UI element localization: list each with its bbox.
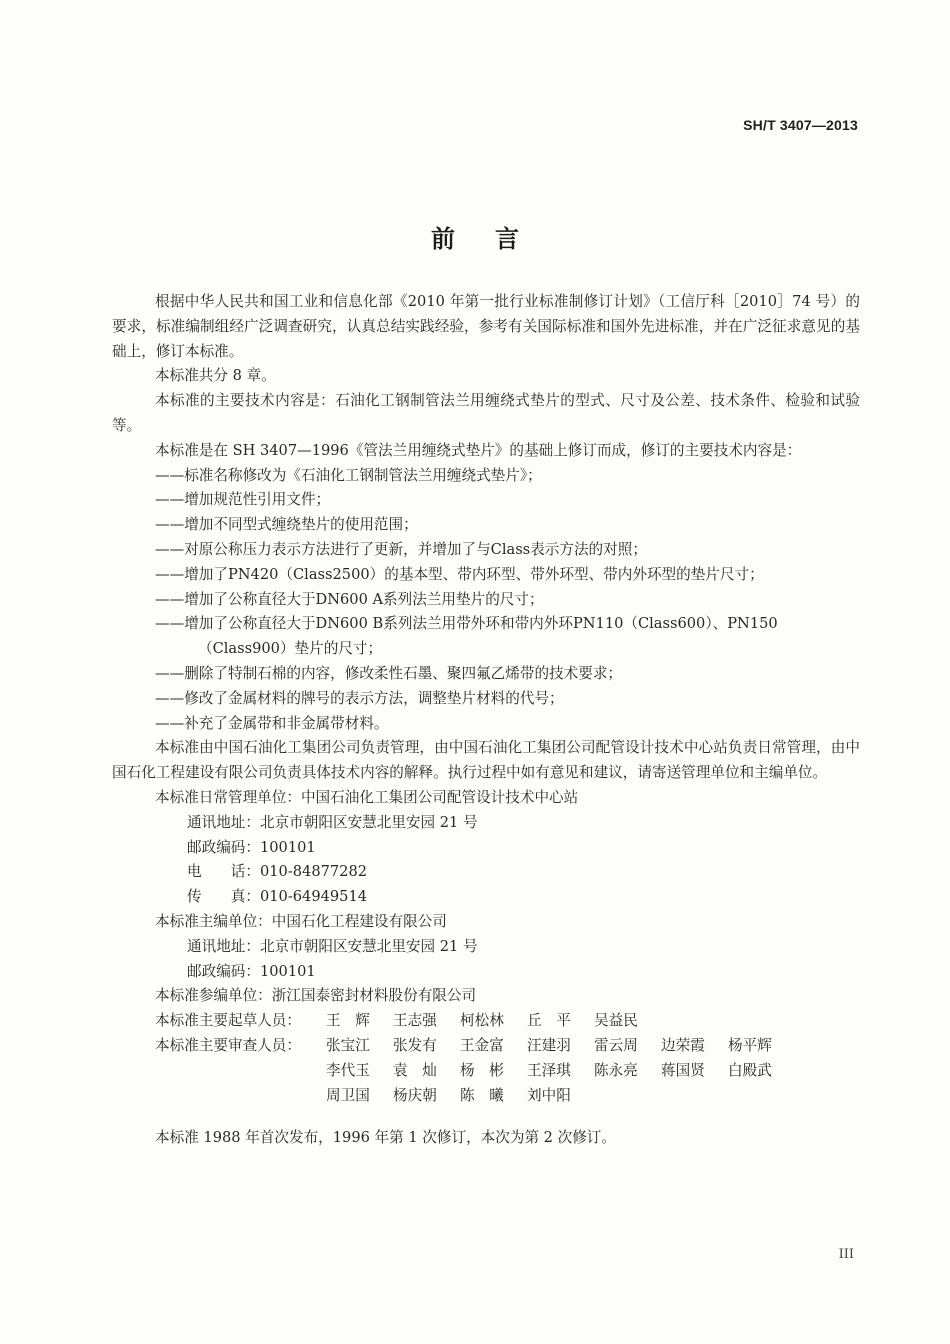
change-item: ——补充了金属带和非金属带材料。 xyxy=(155,714,389,732)
drafter-name: 王志强 xyxy=(393,1012,437,1030)
reviewer-name: 张发有 xyxy=(393,1036,437,1054)
drafters-list xyxy=(326,1009,860,1034)
preface-body xyxy=(112,290,860,1151)
drafters-row xyxy=(112,1009,860,1034)
reviewer-name: 边荣霞 xyxy=(661,1036,705,1054)
paragraph-intro: 根据中华人民共和国工业和信息化部《2010 年第一批行业标准制修订计划》（工信厅科［2010］74 号）的要求，标准编制组经广泛调查研究，认真总结实践经验，参考有关国际标准和国外先进标准，并在广泛征求意见的基础上，修订本标准。 xyxy=(112,293,860,360)
change-item: ——标准名称修改为《石油化工钢制管法兰用缠绕式垫片》； xyxy=(155,466,542,484)
paragraph-main-content: 本标准的主要技术内容是：石油化工钢制管法兰用缠绕式垫片的型式、尺寸及公差、技术条件、检验和试验等。 xyxy=(112,392,860,434)
daily-unit-label: 本标准日常管理单位：中国石油化工集团公司配管设计技术中心站 xyxy=(155,788,579,806)
reviewer-name: 袁 灿 xyxy=(393,1061,437,1079)
change-item: ——修改了金属材料的牌号的表示方法，调整垫片材料的代号； xyxy=(155,689,564,707)
chief-unit-postcode: 邮政编码：100101 xyxy=(187,962,316,980)
page-number: III xyxy=(838,1247,854,1262)
reviewers-list xyxy=(326,1034,860,1108)
drafters-label: 本标准主要起草人员： xyxy=(155,1012,301,1030)
reviewer-name: 刘中阳 xyxy=(527,1086,571,1104)
reviewer-name: 王金富 xyxy=(460,1036,504,1054)
change-item: ——增加不同型式缠绕垫片的使用范围； xyxy=(155,516,418,534)
reviewer-name: 杨庆朝 xyxy=(393,1086,437,1104)
paragraph-revision-basis: 本标准是在 SH 3407—1996《管法兰用缠绕式垫片》的基础上修订而成，修订的主要技术内容是： xyxy=(155,441,802,459)
page-title: 前言 xyxy=(431,224,559,253)
change-item: ——增加了公称直径大于DN600 A系列法兰用垫片的尺寸； xyxy=(155,590,544,608)
change-item-continuation: （Class900）垫片的尺寸； xyxy=(198,640,383,658)
change-item: ——对原公称压力表示方法进行了更新，并增加了与Class表示方法的对照； xyxy=(155,540,647,558)
drafter-name: 吴益民 xyxy=(594,1012,638,1030)
reviewer-name: 王泽琪 xyxy=(527,1061,571,1079)
reviewer-name: 蒋国贤 xyxy=(661,1061,705,1079)
reviewer-name: 汪建羽 xyxy=(527,1036,571,1054)
change-item: ——删除了特制石棉的内容，修改柔性石墨、聚四氟乙烯带的技术要求； xyxy=(155,664,623,682)
chief-unit-label: 本标准主编单位：中国石化工程建设有限公司 xyxy=(155,912,447,930)
change-item: ——增加了公称直径大于DN600 B系列法兰用带外环和带内外环PN110（Class600）、PN150 xyxy=(155,615,778,633)
reviewer-name: 李代玉 xyxy=(326,1061,370,1079)
spacer xyxy=(112,1108,860,1126)
drafter-name: 丘 平 xyxy=(527,1012,571,1030)
drafter-name: 王 辉 xyxy=(326,1012,370,1030)
drafter-name: 柯松林 xyxy=(460,1012,504,1030)
reviewer-name: 白殿武 xyxy=(728,1061,772,1079)
paragraph-management: 本标准由中国石油化工集团公司负责管理，由中国石油化工集团公司配管设计技术中心站负责日常管理，由中国石化工程建设有限公司负责具体技术内容的解释。执行过程中如有意见和建议，请寄送管理单位和主编单位。 xyxy=(112,739,860,782)
reviewer-name: 雷云周 xyxy=(594,1036,638,1054)
daily-unit-fax: 传 真：010-64949514 xyxy=(187,888,368,906)
reviewer-name: 陈永亮 xyxy=(594,1061,638,1079)
participating-unit: 本标准参编单位：浙江国泰密封材料股份有限公司 xyxy=(155,987,477,1005)
paragraph-history: 本标准 1988 年首次发布，1996 年第 1 次修订，本次为第 2 次修订。 xyxy=(155,1129,616,1147)
reviewer-name: 杨 彬 xyxy=(460,1061,504,1079)
reviewers-label: 本标准主要审查人员： xyxy=(155,1036,301,1054)
reviewer-name: 周卫国 xyxy=(326,1086,370,1104)
chief-unit-address: 通讯地址：北京市朝阳区安慧北里安园 21 号 xyxy=(187,937,478,955)
daily-unit-postcode: 邮政编码：100101 xyxy=(187,838,316,856)
reviewer-name: 杨平辉 xyxy=(728,1036,772,1054)
reviewers-row xyxy=(112,1034,860,1108)
standard-code: SH/T 3407—2013 xyxy=(743,117,858,133)
daily-unit-address: 通讯地址：北京市朝阳区安慧北里安园 21 号 xyxy=(187,813,478,831)
reviewer-name: 陈 曦 xyxy=(460,1086,504,1104)
change-item: ——增加了PN420（Class2500）的基本型、带内环型、带外环型、带内外环型的垫片尺寸； xyxy=(155,565,764,583)
reviewer-name: 张宝江 xyxy=(326,1036,370,1054)
paragraph-chapters: 本标准共分 8 章。 xyxy=(155,367,276,385)
change-item: ——增加规范性引用文件； xyxy=(155,491,331,509)
daily-unit-phone: 电 话：010-84877282 xyxy=(187,863,368,881)
